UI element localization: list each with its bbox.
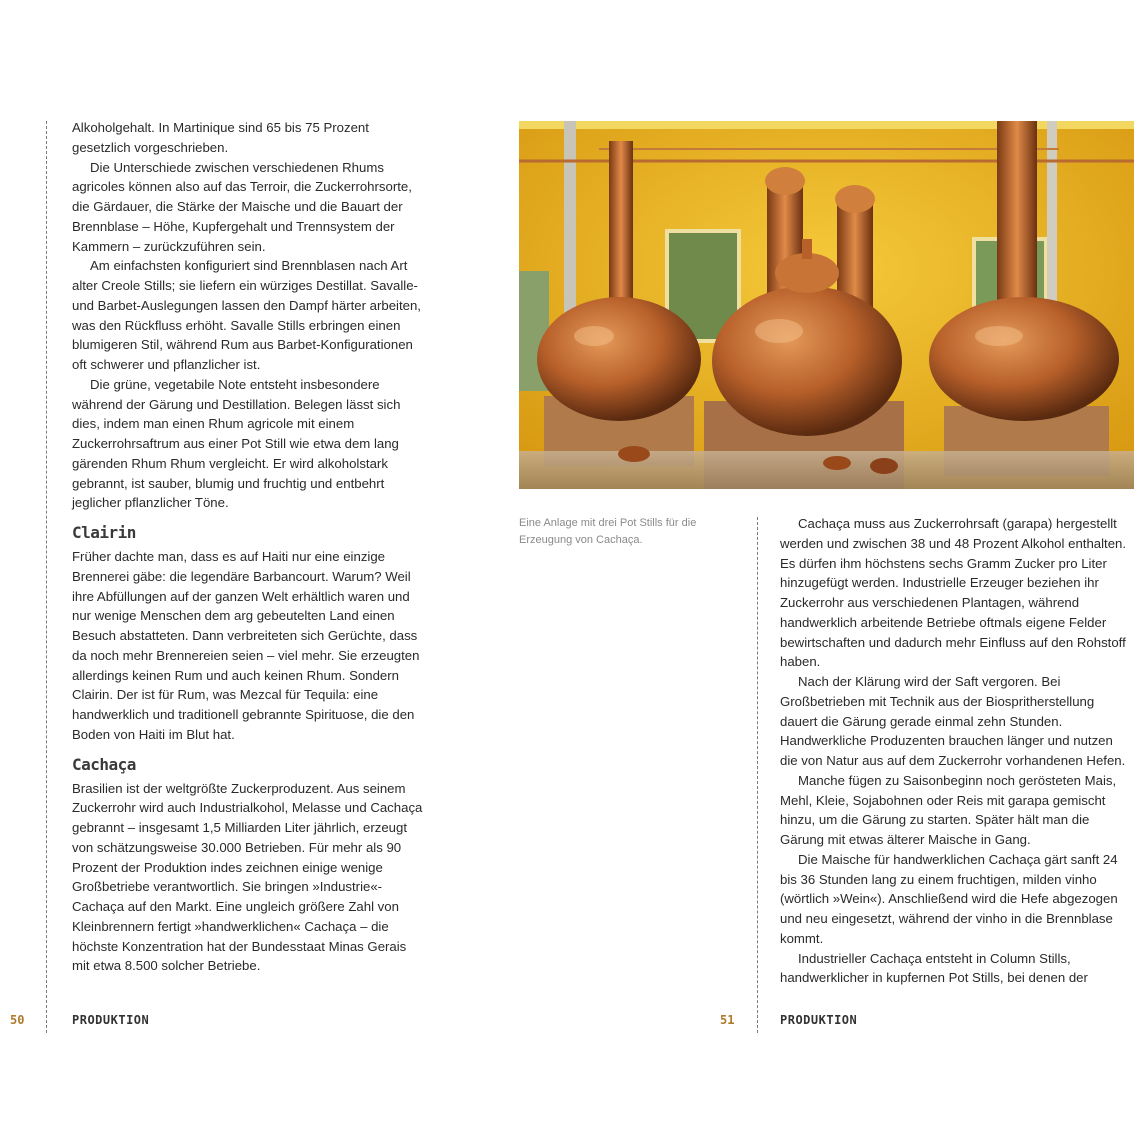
- running-head-right: PRODUKTION: [780, 1013, 858, 1027]
- paragraph: Manche fügen zu Saisonbeginn noch gerösteten Mais, Mehl, Kleie, Sojabohnen oder Reis mit garapa gemischt hinzu, um die Gärung zu starten. Später hält man die Gärung mit etwas älterer Maische in Gang.: [780, 772, 1117, 847]
- paragraph: Industrieller Cachaça entsteht in Column Stills, handwerklicher in kupfernen Pot Stills, bei denen der: [780, 950, 1088, 986]
- photo-caption: Eine Anlage mit drei Pot Stills für die Erzeugung von Cachaça.: [519, 517, 697, 546]
- paragraph: Cachaça muss aus Zuckerrohrsaft (garapa) hergestellt werden und zwischen 38 und 48 Prozent Alkohol enthalten. Es dürfen ihm höchstens sechs Gramm Zucker pro Liter hinzugefügt werden. Industrielle Erzeuger beziehen ihr Zuckerrohr aus verschiedenen Plantagen, während handwerklich arbeitende Betriebe oftmals eigene Felder bewirtschaften und dadurch mehr Einfluss auf den Rohstoff haben.: [780, 516, 1127, 670]
- pot-stills-photo: [519, 121, 1134, 489]
- paragraph: Alkoholgehalt. In Martinique sind 65 bis 75 Prozent gesetzlich vorgeschrieben.: [72, 120, 369, 155]
- paragraph: Früher dachte man, dass es auf Haiti nur eine einzige Brennerei gäbe: die legendäre Barbancourt. Warum? Weil ihre Abfüllungen auf der ganzen Welt erhältlich waren und nur wenige Menschen dem arg gebeutelten Land einen Besuch abstatteten. Dann verbreiteten sich Gerüchte, dass da noch mehr Brennereien seien – viel mehr. Sie erzeugten allerdings keinen Rum und auch keinen Rhum. Sondern Clairin. Der ist für Rum, was Mezcal für Tequila: eine handwerklich und traditionell gebrannte Spirituose, die den Boden von Haiti im Blut hat.: [72, 549, 420, 742]
- section-heading-cachaca: Cachaça: [72, 754, 136, 774]
- left-dashed-rule: [46, 121, 47, 1033]
- paragraph: Die Maische für handwerklichen Cachaça gärt sanft 24 bis 36 Stunden lang zu einem fruchtigen, milden vinho (wörtlich »Wein«). Anschließend wird die Hefe abgezogen und neu eingesetzt, während der vinho in die Brennblase kommt.: [780, 851, 1118, 946]
- paragraph: Nach der Klärung wird der Saft vergoren. Bei Großbetrieben mit Technik aus der Biospritherstellung dauert die Gärung gerade einmal zehn Stunden. Handwerkliche Produzenten brauchen länger und nutzen die von Natur aus auf dem Zuckerrohr vorhandenen Hefen.: [780, 674, 1126, 768]
- section-heading-clairin: Clairin: [72, 523, 136, 542]
- paragraph: Die grüne, vegetabile Note entsteht insbesondere während der Gärung und Destillation. Belegen lässt sich dies, indem man einen Rhum agricole mit einem Zuckerrohrsaftrum aus einer Pot Still wie etwa dem lang gärenden Rhum Rhum vergleicht. Er wird alkoholstark gebrannt, ist sauber, blumig und fruchtig und entbehrt jeglicher pflanzlicher Töne.: [72, 376, 401, 511]
- page-number-left: 50: [10, 1013, 25, 1027]
- left-text-column: [72, 118, 424, 976]
- paragraph: Am einfachsten konfiguriert sind Brennblasen nach Art alter Creole Stills; sie liefern ein würziges Destillat. Savalle- und Barbet-Auslegungen lassen den Dampf härter arbeiten, was den Rückfluss erhöht. Savalle Stills erbringen einen blumigeren Stil, während Rum aus Barbet-Konfigurationen oft schwerer und pflanzlicher ist.: [72, 258, 421, 372]
- paragraph: Brasilien ist der weltgrößte Zuckerproduzent. Aus seinem Zuckerrohr wird auch Industrialkohol, Melasse und Cachaça gebrannt – insgesamt 1,5 Milliarden Liter jährlich, erzeugt von schätzungsweise 30.000 Betrieben. Für mehr als 90 Prozent der Produktion indes zeichnen einige wenige Großbetriebe verantwortlich. Sie bringen »Industrie«-Cachaça auf den Markt. Eine ungleich größere Zahl von Kleinbrennern fertigt »handwerklichen« Cachaça – die höchste Konzentration hat der Bundesstaat Minas Gerais mit etwa 8.500 solcher Betriebe.: [72, 780, 423, 974]
- running-head-left: PRODUKTION: [72, 1013, 150, 1027]
- right-text-column: [780, 514, 1134, 988]
- right-dashed-rule: [757, 517, 758, 1033]
- page-number-right: 51: [720, 1013, 735, 1027]
- paragraph: Die Unterschiede zwischen verschiedenen Rhums agricoles können also auf das Terroir, die Zuckerrohrsorte, die Gärdauer, die Stärke der Maische und die Bauart der Brennblase – Höhe, Kupfergehalt und Trennsystem der Kammern – zurückzuführen sein.: [72, 159, 412, 254]
